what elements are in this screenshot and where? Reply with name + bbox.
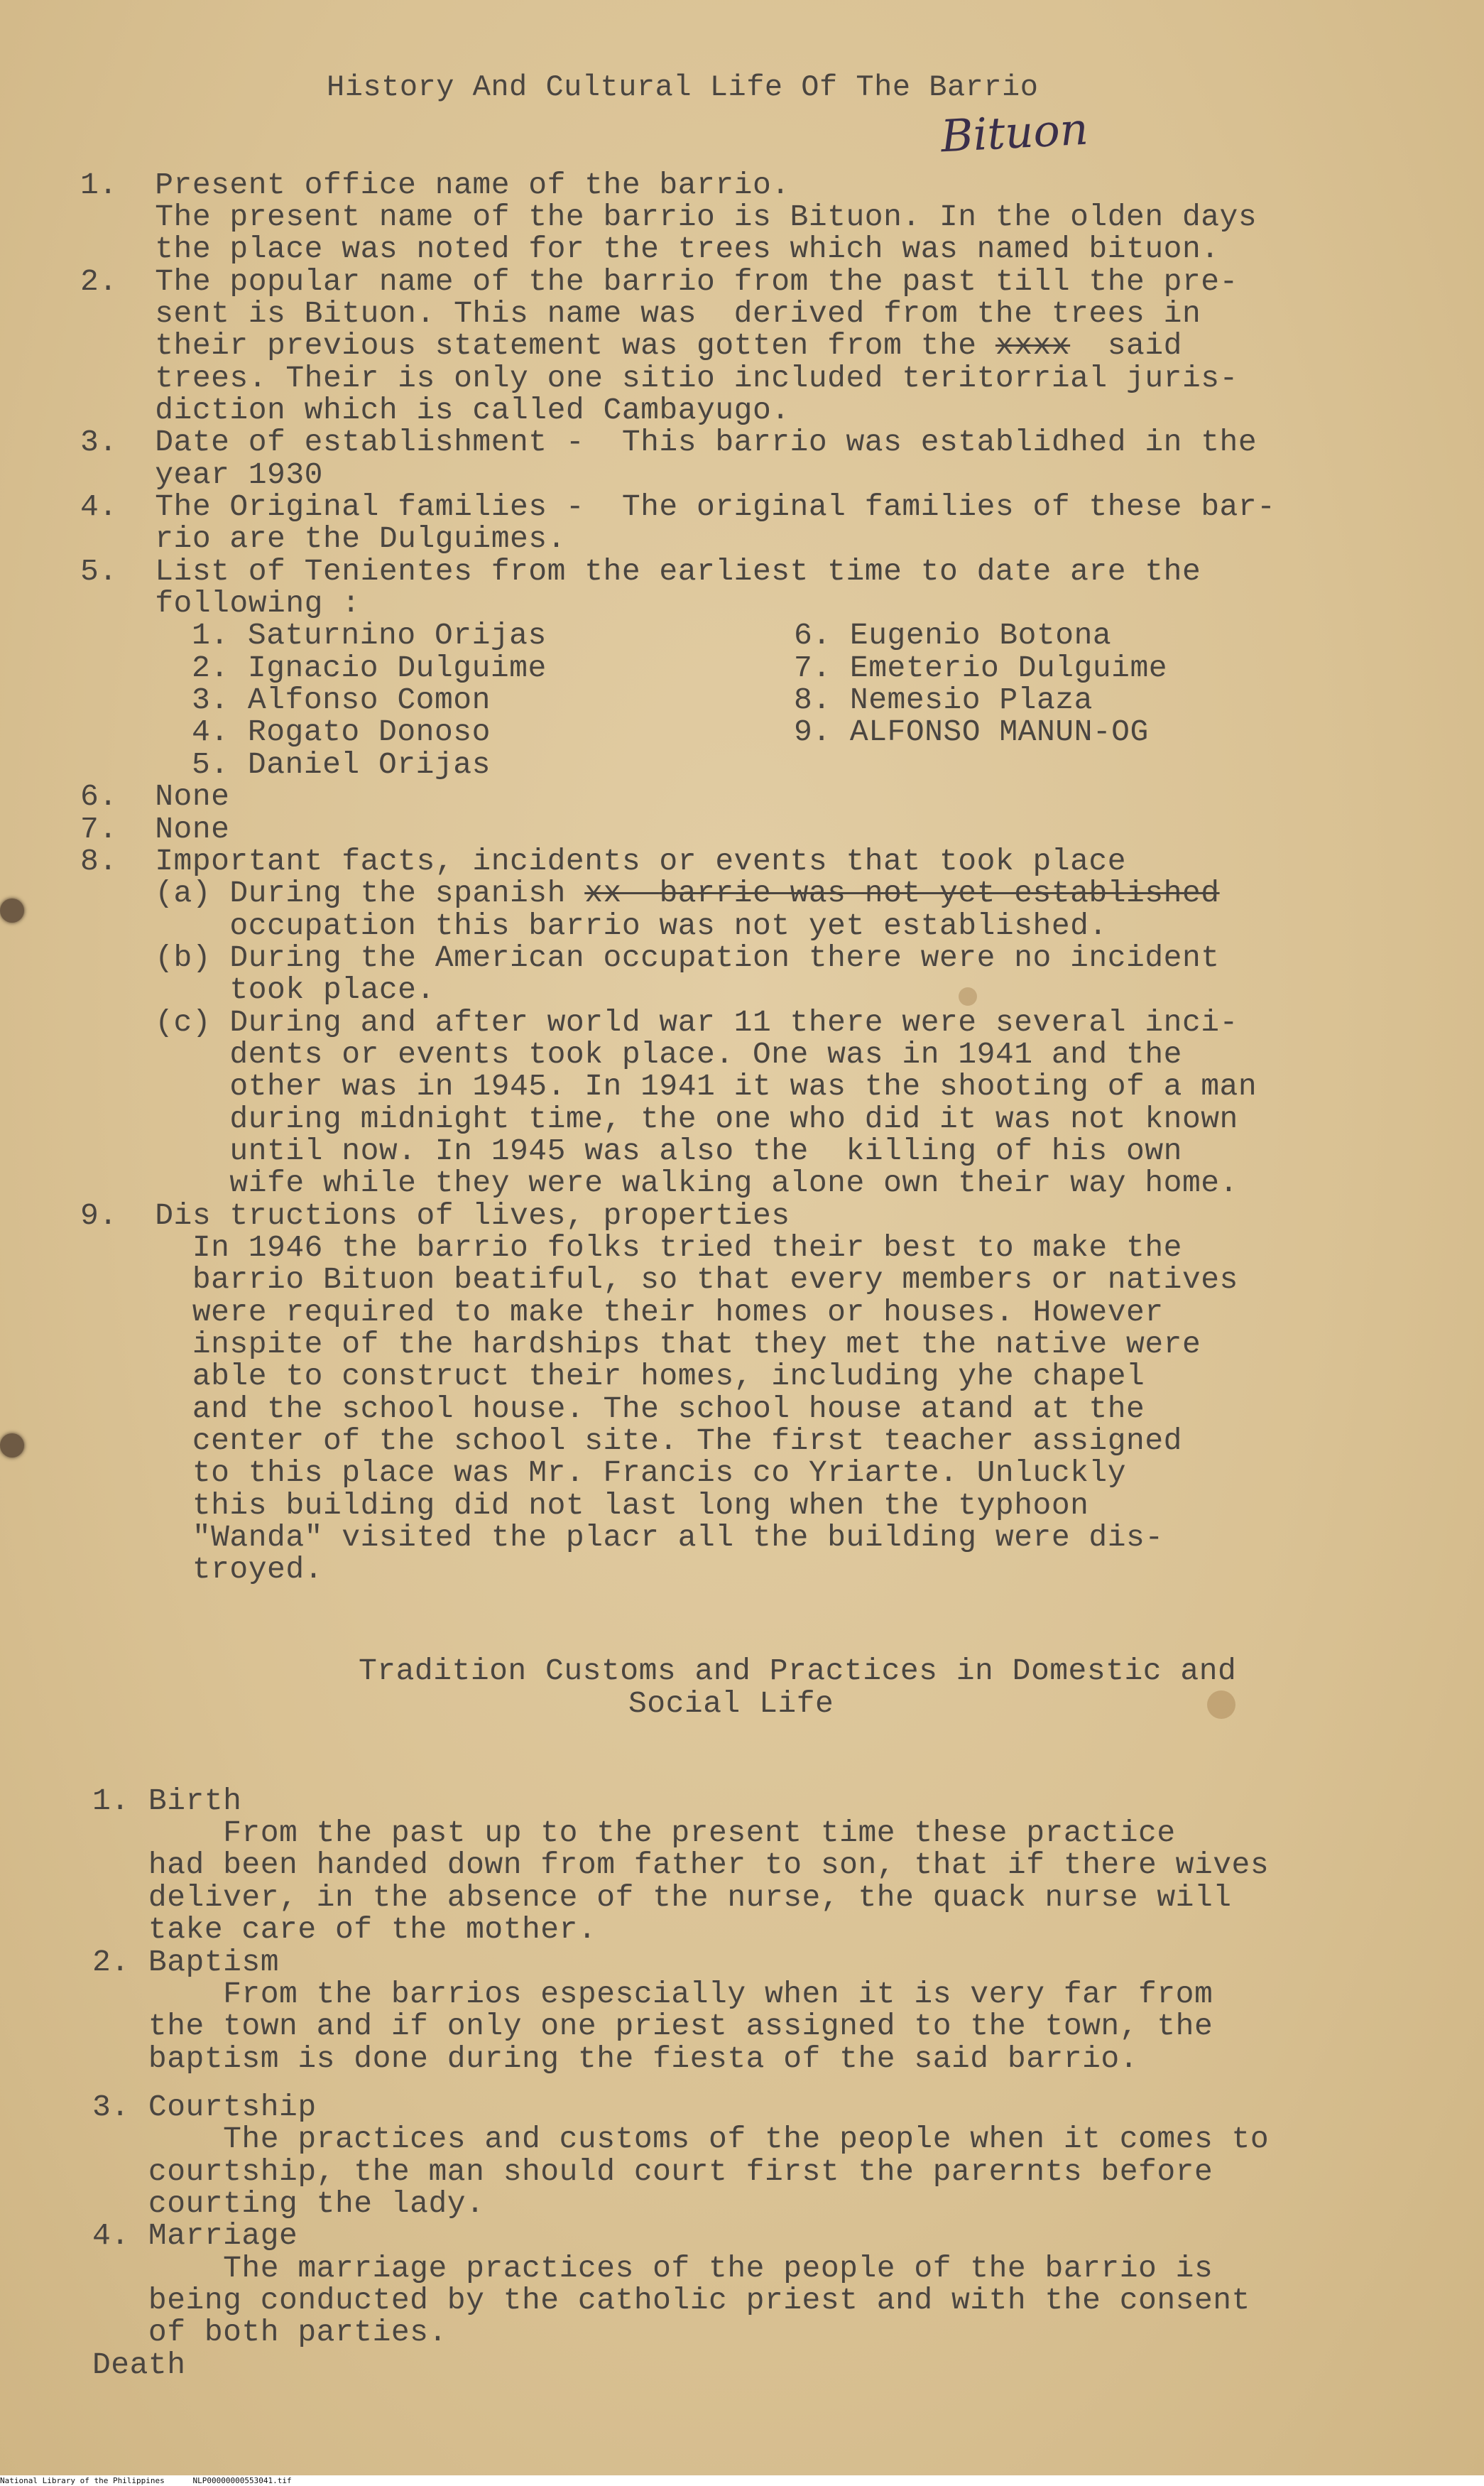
- teniente-item: 3. Alfonso Comon: [192, 683, 491, 717]
- body-line: sent is Bituon. This name was derived from the trees in: [80, 296, 1201, 331]
- teniente-item: 6. Eugenio Botona: [794, 618, 1112, 653]
- section2-line: deliver, in the absence of the nurse, the quack nurse will: [92, 1880, 1232, 1915]
- body-line: (c) During and after world war 11 there were several inci-: [80, 1005, 1238, 1040]
- struck-text: xxxx: [995, 328, 1071, 363]
- body-line: The present name of the barrio is Bituon. In the olden days: [80, 200, 1257, 234]
- body-line: 4. The Original families - The original families of these bar-: [80, 489, 1276, 524]
- section2-line: courting the lady.: [92, 2186, 485, 2221]
- body-line: during midnight time, the one who did it was not known: [80, 1102, 1238, 1136]
- teniente-item: 1. Saturnino Orijas: [192, 618, 547, 653]
- section2-line: 4. Marriage: [92, 2218, 298, 2253]
- stain: [959, 987, 977, 1006]
- section2-line: From the barrios espescially when it is very far from: [92, 1977, 1213, 2012]
- body-line: 5. List of Tenientes from the earliest time to date are the: [80, 554, 1201, 589]
- section2-line: courtship, the man should court first the parernts before: [92, 2154, 1213, 2189]
- body-text: (a) During the spanish: [80, 876, 585, 911]
- body-line: 7. None: [80, 812, 230, 847]
- teniente-item: 5. Daniel Orijas: [192, 747, 491, 782]
- body-line: inspite of the hardships that they met the native were: [80, 1327, 1201, 1362]
- teniente-item: 2. Ignacio Dulguime: [192, 651, 547, 685]
- document-title: History And Cultural Life Of The Barrio: [327, 70, 1039, 104]
- body-text: their previous statement was gotten from the: [80, 328, 995, 363]
- body-text: said: [1070, 328, 1182, 363]
- teniente-item: 4. Rogato Donoso: [192, 715, 491, 749]
- body-line: "Wanda" visited the placr all the building were dis-: [80, 1520, 1164, 1555]
- section2-line: take care of the mother.: [92, 1912, 597, 1947]
- body-line: dents or events took place. One was in 1941 and the: [80, 1037, 1182, 1072]
- section2-line: 3. Courtship: [92, 2090, 317, 2124]
- section2-line: 2. Baptism: [92, 1945, 280, 1980]
- body-line: occupation this barrio was not yet established.: [80, 908, 1108, 943]
- body-line: took place.: [80, 972, 435, 1007]
- body-line: center of the school site. The first teacher assigned: [80, 1423, 1182, 1458]
- handwritten-barrio-name: Bituon: [939, 102, 1090, 163]
- binding-hole: [0, 899, 24, 923]
- body-line: the place was noted for the trees which was named bituon.: [80, 232, 1220, 266]
- body-line: trees. Their is only one sitio included teritorrial juris-: [80, 361, 1238, 396]
- teniente-item: 8. Nemesio Plaza: [794, 683, 1093, 717]
- body-line: [80, 877, 1220, 910]
- section2-line: From the past up to the present time these practice: [92, 1815, 1176, 1850]
- body-line: (b) During the American occupation there were no incident: [80, 940, 1220, 975]
- teniente-item: 7. Emeterio Dulguime: [794, 651, 1168, 685]
- body-line: were required to make their homes or houses. However: [80, 1295, 1164, 1330]
- section2-line: the town and if only one priest assigned to the town, the: [92, 2009, 1213, 2043]
- section2-line: The marriage practices of the people of the barrio is: [92, 2251, 1213, 2286]
- binding-hole: [0, 1433, 24, 1458]
- body-line: troyed.: [80, 1552, 323, 1587]
- struck-text: xx: [584, 876, 660, 911]
- body-line: 2. The popular name of the barrio from the past till the pre-: [80, 264, 1238, 299]
- body-line: [80, 330, 1182, 362]
- body-line: diction which is called Cambayugo.: [80, 393, 790, 428]
- body-line: 3. Date of establishment - This barrio was establidhed in the: [80, 425, 1257, 460]
- section2-line: had been handed down from father to son, that if there wives: [92, 1847, 1270, 1882]
- body-line: following :: [80, 586, 361, 621]
- body-line: to this place was Mr. Francis co Yriarte. Unluckly: [80, 1455, 1127, 1490]
- body-line: rio are the Dulguimes.: [80, 521, 566, 556]
- stain: [1207, 1690, 1235, 1719]
- section2-line: baptism is done during the fiesta of the said barrio.: [92, 2041, 1139, 2076]
- struck-text: barrie was not yet established: [659, 876, 1220, 911]
- body-line: other was in 1945. In 1941 it was the shooting of a man: [80, 1069, 1257, 1104]
- section2-line: being conducted by the catholic priest and with the consent: [92, 2283, 1250, 2318]
- body-line: and the school house. The school house atand at the: [80, 1391, 1145, 1426]
- section2-line: Death: [92, 2347, 186, 2382]
- section-heading: Social Life: [628, 1686, 834, 1721]
- body-line: this building did not last long when the typhoon: [80, 1488, 1089, 1523]
- body-line: 6. None: [80, 779, 230, 814]
- body-line: year 1930: [80, 457, 323, 492]
- section-heading: Tradition Customs and Practices in Domestic and: [359, 1654, 1237, 1688]
- section2-line: of both parties.: [92, 2315, 447, 2350]
- body-line: 1. Present office name of the barrio.: [80, 168, 790, 202]
- body-line: 9. Dis tructions of lives, properties: [80, 1198, 790, 1233]
- body-line: barrio Bituon beatiful, so that every members or natives: [80, 1262, 1238, 1297]
- body-line: able to construct their homes, including yhe chapel: [80, 1359, 1145, 1394]
- section2-line: 1. Birth: [92, 1784, 242, 1818]
- body-line: wife while they were walking alone own their way home.: [80, 1166, 1238, 1200]
- teniente-item: 9. ALFONSO MANUN-OG: [794, 715, 1149, 749]
- body-line: 8. Important facts, incidents or events that took place: [80, 844, 1127, 879]
- scan-footer: National Library of the Philippines NLP00000000553041.tif: [0, 2475, 1484, 2486]
- body-line: until now. In 1945 was also the killing of his own: [80, 1134, 1182, 1168]
- body-line: In 1946 the barrio folks tried their best to make the: [80, 1230, 1182, 1265]
- section2-line: The practices and customs of the people when it comes to: [92, 2122, 1270, 2156]
